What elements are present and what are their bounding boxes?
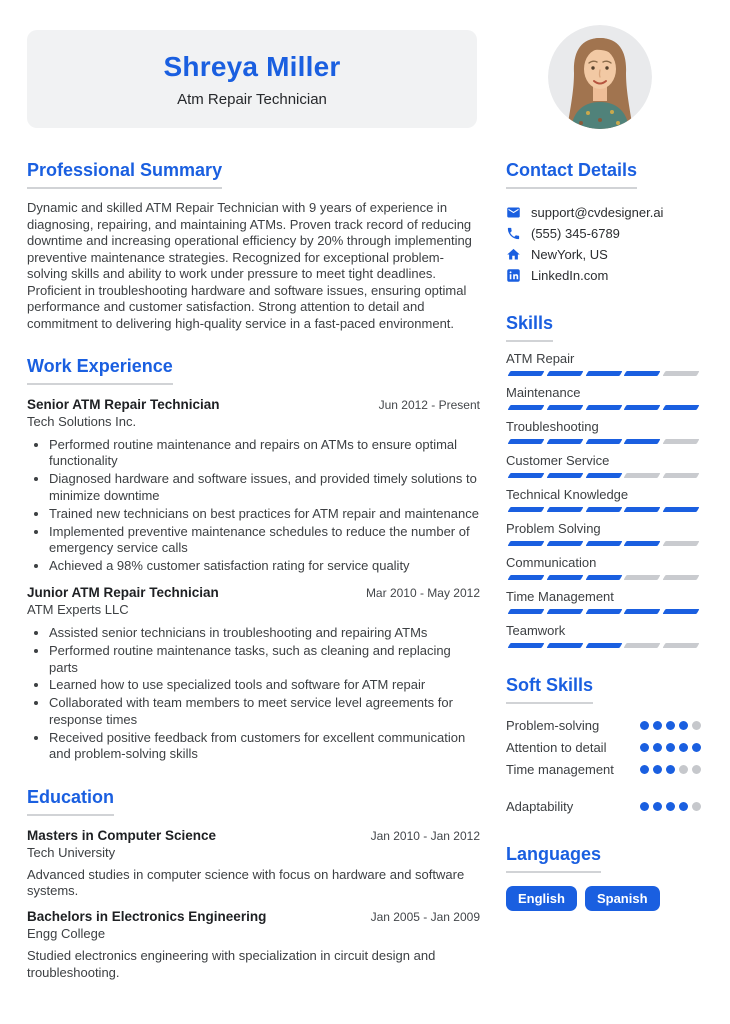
skill-item <box>506 487 701 512</box>
school-name: Engg College <box>27 926 106 942</box>
skill-segment <box>663 643 700 648</box>
soft-skill-dot <box>679 721 688 730</box>
contact-phone: (555) 345-6789 <box>531 226 620 241</box>
skill-segment <box>546 405 583 410</box>
header-card <box>27 30 477 128</box>
skill-segment <box>585 609 622 614</box>
soft-skill-dot <box>679 802 688 811</box>
job-list <box>27 397 480 763</box>
skill-name: Troubleshooting <box>506 419 599 434</box>
language-list <box>506 886 701 911</box>
contact-email-row <box>506 202 701 223</box>
soft-skill-item <box>506 795 701 817</box>
skills-section <box>506 313 701 648</box>
experience-section <box>27 356 480 763</box>
phone-icon <box>506 226 521 241</box>
skill-segment <box>663 371 700 376</box>
job-bullets <box>27 625 480 762</box>
header <box>0 0 730 129</box>
skill-segment <box>663 609 700 614</box>
skill-level-bar <box>506 405 701 410</box>
school-name: Tech University <box>27 844 116 860</box>
job-bullet: • Collaborated with team members to meet service level agreements for response times <box>49 695 480 728</box>
email-icon <box>506 205 521 220</box>
job-bullet: • Achieved a 98% customer satisfaction rating for service quality <box>49 558 480 574</box>
skill-item <box>506 385 701 410</box>
soft-skill-dot <box>666 743 675 752</box>
side-column <box>506 160 701 981</box>
soft-skill-dot <box>653 802 662 811</box>
skill-segment <box>624 643 661 648</box>
soft-skill-item <box>506 736 701 758</box>
soft-skill-dot <box>666 802 675 811</box>
soft-skill-item <box>506 758 701 780</box>
job-bullet: • Assisted senior technicians in troubleshooting and repairing ATMs <box>49 625 480 641</box>
soft-skill-dot <box>640 765 649 774</box>
soft-skills-section <box>506 675 701 817</box>
skill-segment <box>546 575 583 580</box>
skill-segment <box>546 643 583 648</box>
skill-name: Customer Service <box>506 453 610 468</box>
skill-level-bar <box>506 439 701 444</box>
degree-title: Masters in Computer Science <box>27 827 217 843</box>
skill-segment <box>663 473 700 478</box>
linkedin-icon <box>506 268 521 283</box>
skill-segment <box>585 541 622 546</box>
summary-heading: Professional Summary <box>27 160 222 189</box>
job-bullet: • Diagnosed hardware and software issues, and provided timely solutions to minimize downtime <box>49 471 480 504</box>
skill-segment <box>663 439 700 444</box>
soft-skills-heading: Soft Skills <box>506 675 593 704</box>
soft-skill-dot <box>653 743 662 752</box>
languages-section <box>506 844 701 911</box>
soft-skill-list <box>506 714 701 817</box>
skill-name: Maintenance <box>506 385 581 400</box>
soft-skill-dot <box>692 721 701 730</box>
skill-level-bar <box>506 473 701 478</box>
skill-segment <box>508 371 545 376</box>
job-company: Tech Solutions Inc. <box>27 414 137 429</box>
contact-linkedin[interactable]: LinkedIn.com <box>531 268 609 283</box>
skill-name: ATM Repair <box>506 351 575 366</box>
education-dates: Jan 2005 - Jan 2009 <box>370 910 480 925</box>
skill-segment <box>508 439 545 444</box>
skill-segment <box>624 541 661 546</box>
job-entry <box>27 585 480 762</box>
skill-segment <box>624 371 661 376</box>
soft-skill-name: Time management <box>506 761 614 777</box>
soft-skill-dots <box>640 743 701 752</box>
skill-segment <box>663 507 700 512</box>
job-bullet: • Trained new technicians on best practices for ATM repair and maintenance <box>49 506 480 522</box>
skill-segment <box>585 439 622 444</box>
skill-level-bar <box>506 507 701 512</box>
education-entry <box>27 909 480 981</box>
skill-item <box>506 623 701 648</box>
soft-skill-dot <box>640 721 649 730</box>
soft-skill-item <box>506 714 701 736</box>
education-list <box>27 828 480 982</box>
soft-skill-dot <box>640 743 649 752</box>
skill-name: Teamwork <box>506 623 566 638</box>
skill-level-bar <box>506 643 701 648</box>
skill-item <box>506 589 701 614</box>
soft-skill-name: Adaptability <box>506 798 574 814</box>
skill-item <box>506 521 701 546</box>
skill-segment <box>585 371 622 376</box>
skill-segment <box>663 405 700 410</box>
soft-skill-dot <box>692 802 701 811</box>
skill-segment <box>508 507 545 512</box>
job-title: Junior ATM Repair Technician <box>27 585 219 601</box>
education-heading: Education <box>27 787 114 816</box>
skill-segment <box>508 575 545 580</box>
avatar-illustration <box>548 25 652 129</box>
skill-segment <box>585 473 622 478</box>
skill-segment <box>624 473 661 478</box>
skills-heading: Skills <box>506 313 553 342</box>
main-column <box>27 160 480 981</box>
language-pill: Spanish <box>585 886 660 911</box>
job-dates: Mar 2010 - May 2012 <box>365 586 480 601</box>
home-icon <box>506 247 521 262</box>
skill-name: Communication <box>506 555 597 570</box>
skill-segment <box>508 609 545 614</box>
contact-section <box>506 160 701 286</box>
soft-skill-dots <box>640 802 701 811</box>
skill-segment <box>546 609 583 614</box>
job-bullet: • Performed routine maintenance tasks, such as cleaning and replacing parts <box>49 643 480 676</box>
education-description: Advanced studies in computer science with focus on hardware and software systems. <box>27 866 465 898</box>
skill-segment <box>624 507 661 512</box>
skill-name: Problem Solving <box>506 521 601 536</box>
summary-section <box>27 160 480 332</box>
skill-segment <box>508 643 545 648</box>
education-entry <box>27 828 480 900</box>
soft-skill-dot <box>666 765 675 774</box>
skill-item <box>506 351 701 376</box>
skill-segment <box>585 643 622 648</box>
skill-segment <box>508 541 545 546</box>
skill-segment <box>663 541 700 546</box>
skill-segment <box>546 473 583 478</box>
skill-segment <box>624 439 661 444</box>
skill-segment <box>585 575 622 580</box>
skill-segment <box>624 575 661 580</box>
skill-segment <box>624 405 661 410</box>
soft-skill-name: Attention to detail <box>506 739 607 755</box>
skill-item <box>506 419 701 444</box>
job-dates: Jun 2012 - Present <box>378 398 480 412</box>
contact-list <box>506 202 701 286</box>
job-company: ATM Experts LLC <box>27 602 129 618</box>
language-pill: English <box>506 886 577 911</box>
soft-skill-dot <box>692 765 701 774</box>
job-bullet: • Received positive feedback from customers for excellent communication and problem-solving skills <box>49 730 480 763</box>
soft-skill-dot <box>653 765 662 774</box>
skill-segment <box>585 507 622 512</box>
soft-skill-dot <box>692 743 701 752</box>
skill-segment <box>546 439 583 444</box>
summary-text: Dynamic and skilled ATM Repair Technician with 9 years of experience in diagnosing, repairing, and maintaining ATMs. Proven track record of reducing downtime and increasing operational efficiency by 20% through implementing preventive maintenance strategies. Recognized for exceptional problem-solving skills and ability to work under pressure to meet tight deadlines. Proficient in troubleshooting hardware and software issues, ensuring optimal performance and customer satisfaction. Strong attention to detail and commitment to delivering high-quality service in a fast-paced environment. <box>27 200 472 331</box>
soft-skill-dots <box>640 721 701 730</box>
skill-level-bar <box>506 541 701 546</box>
skill-segment <box>663 575 700 580</box>
job-bullet: • Learned how to use specialized tools and software for ATM repair <box>49 677 480 693</box>
skill-segment <box>508 405 545 410</box>
skill-level-bar <box>506 609 701 614</box>
candidate-job-title: Atm Repair Technician <box>177 90 327 108</box>
job-bullet: • Performed routine maintenance and repairs on ATMs to ensure optimal functionality <box>49 437 480 470</box>
skill-segment <box>585 405 622 410</box>
content-columns <box>0 160 730 981</box>
skill-name: Time Management <box>506 589 614 604</box>
job-bullet: • Implemented preventive maintenance schedules to reduce the number of emergency service calls <box>49 524 480 557</box>
skill-item <box>506 453 701 478</box>
education-section <box>27 787 480 982</box>
skill-name: Technical Knowledge <box>506 487 629 502</box>
soft-skill-dot <box>679 765 688 774</box>
experience-heading: Work Experience <box>27 356 173 385</box>
education-description: Studied electronics engineering with specialization in circuit design and troubleshooting. <box>27 948 436 980</box>
skill-item <box>506 555 701 580</box>
contact-heading: Contact Details <box>506 160 637 189</box>
profile-photo <box>548 25 652 129</box>
skill-segment <box>546 507 583 512</box>
soft-skill-dot <box>679 743 688 752</box>
contact-linkedin-row <box>506 265 701 286</box>
skill-segment <box>546 541 583 546</box>
contact-location-row <box>506 244 701 265</box>
job-title: Senior ATM Repair Technician <box>27 397 220 412</box>
job-bullets <box>27 437 480 574</box>
soft-skill-dot <box>653 721 662 730</box>
skill-segment <box>624 609 661 614</box>
skill-level-bar <box>506 371 701 376</box>
degree-title: Bachelors in Electronics Engineering <box>27 909 267 925</box>
languages-heading: Languages <box>506 844 601 873</box>
contact-location: NewYork, US <box>531 247 608 262</box>
education-dates: Jan 2010 - Jan 2012 <box>370 828 480 843</box>
soft-skill-name: Problem-solving <box>506 717 600 733</box>
soft-skill-dot <box>640 802 649 811</box>
skill-level-bar <box>506 575 701 580</box>
job-entry <box>27 397 480 574</box>
skill-list <box>506 351 701 648</box>
skill-segment <box>508 473 545 478</box>
skill-segment <box>546 371 583 376</box>
soft-skill-dots <box>640 765 701 774</box>
contact-phone-row <box>506 223 701 244</box>
contact-email[interactable]: support@cvdesigner.ai <box>531 205 664 220</box>
soft-skill-dot <box>666 721 675 730</box>
candidate-name: Shreya Miller <box>163 50 341 82</box>
